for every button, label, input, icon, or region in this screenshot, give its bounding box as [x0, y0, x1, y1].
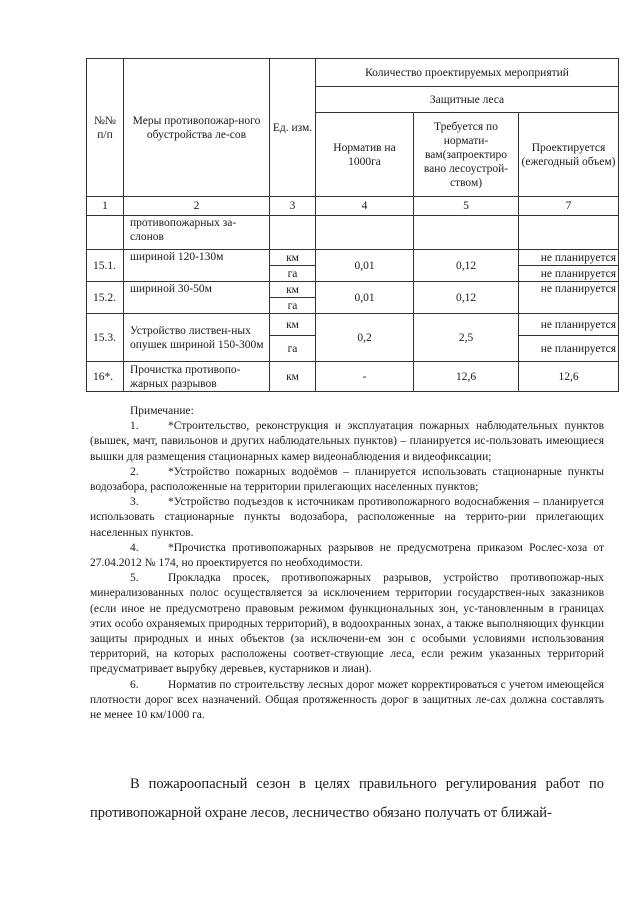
- row-projected: не планируется: [519, 266, 619, 282]
- note-item: [90, 571, 604, 677]
- header-required: Требуется по нормати-вам(запроектиро вано лесоустрой-ством): [414, 113, 519, 197]
- row-name: шириной 30-50м: [124, 282, 270, 314]
- row-name: Устройство листвен-ных опушек шириной 150-300м: [124, 314, 270, 362]
- note-number: 6.: [130, 678, 139, 691]
- table-row: [87, 216, 619, 250]
- row-num: 16*.: [87, 362, 124, 392]
- row-projected: не планируется: [519, 250, 619, 266]
- row-norm: 0,2: [316, 314, 414, 362]
- table-row: [87, 250, 619, 266]
- col-num-4: 4: [316, 197, 414, 216]
- note-item: [90, 678, 604, 724]
- note-number: 1.: [130, 420, 139, 433]
- row-required: 12,6: [414, 362, 519, 392]
- row-required: 0,12: [414, 250, 519, 282]
- row-name: противопожарных за-слонов: [124, 216, 270, 250]
- row-unit: км: [270, 250, 316, 266]
- note-text: Норматив по строительству лесных дорог может корректироваться с учетом имеющейся плотности дорог всех назначений. Общая протяженность дорог в защитных ле-сах должна составлять не менее 10 км/1000 га.: [90, 678, 604, 722]
- note-number: 3.: [130, 496, 139, 509]
- row-unit: км: [270, 362, 316, 392]
- row-projected: не планируется: [519, 336, 619, 362]
- note-text: *Устройство подъездов к источникам противопожарного водоснабжения – планируется использовать стационарные пункты водозабора, расположенные на террито-рии прилегающих населенных пунктов.: [90, 496, 604, 539]
- row-projected: не планируется: [519, 314, 619, 336]
- table-row: [87, 282, 619, 298]
- note-text: *Устройство пожарных водоёмов – планируется использовать стационарные пункты водозабора, расположенные на территории прилегающих населенных пунктов;: [90, 465, 604, 494]
- fire-measures-table: [86, 58, 619, 392]
- row-unit: га: [270, 298, 316, 314]
- row-unit: км: [270, 314, 316, 336]
- row-name: шириной 120-130м: [124, 250, 270, 282]
- row-norm: -: [316, 362, 414, 392]
- column-number-row: [87, 197, 619, 216]
- row-num: 15.2.: [87, 282, 124, 314]
- table-row: [87, 362, 619, 392]
- closing-paragraph: [90, 770, 604, 828]
- table-row: [87, 314, 619, 336]
- header-num: №№ п/п: [87, 59, 124, 197]
- row-unit: га: [270, 266, 316, 282]
- header-norm: Норматив на 1000га: [316, 113, 414, 197]
- note-text: *Строительство, реконструкция и эксплуатация пожарных наблюдательных пунктов (вышек, мачт, павильонов и других наблюдательных пунктов) – планируется ис-пользовать имеющиеся вышки для размещения стационарных камер видеонаблюдения и видеофиксации;: [90, 420, 604, 463]
- col-num-5: 5: [414, 197, 519, 216]
- row-norm: 0,01: [316, 282, 414, 314]
- header-quantity: Количество проектируемых мероприятий: [316, 59, 619, 87]
- header-protective-forest: Защитные леса: [316, 87, 619, 113]
- col-num-2: 2: [124, 197, 270, 216]
- row-required: 2,5: [414, 314, 519, 362]
- note-item: [90, 541, 604, 571]
- col-num-1: 1: [87, 197, 124, 216]
- row-num: 15.1.: [87, 250, 124, 282]
- header-unit: Ед. изм.: [270, 59, 316, 197]
- header-measures: Меры противопожар-ного обустройства ле-сов: [124, 59, 270, 197]
- note-number: 4.: [130, 541, 139, 554]
- note-text: *Прочистка противопожарных разрывов не предусмотрена приказом Рослес-хоза от 27.04.2012 № 174, но проектируется по необходимости.: [90, 541, 604, 570]
- header-projected: Проектируется (ежегодный объем): [519, 113, 619, 197]
- note-item: [90, 495, 604, 541]
- note-item: [90, 465, 604, 495]
- note-item: [90, 419, 604, 465]
- notes-block: [90, 404, 604, 723]
- row-projected: 12,6: [519, 362, 619, 392]
- row-unit: га: [270, 336, 316, 362]
- row-projected: не планируется: [519, 282, 619, 314]
- closing-text: В пожароопасный сезон в целях правильного регулирования работ по противопожарной охране лесов, лесничество обязано получать от ближай-: [90, 776, 604, 821]
- row-required: 0,12: [414, 282, 519, 314]
- row-name: Прочистка противопо-жарных разрывов: [124, 362, 270, 392]
- notes-title: Примечание:: [130, 405, 194, 417]
- note-text: Прокладка просек, противопожарных разрывов, устройство противопожар-ных минерализованных полос осуществляется за исключением территории государствен-ных заказников (если иное не предусмотрено правовым режимом функциональных зон, ус-тановленным в границах этих особо охраняемых природных территорий), в водоохранных зонах, а также выполняющих функции защиты природных и иных объектов (за исключени-ем зон с особыми условиями использования территорий, на которых расположены соответ-ствующие леса, если режим указанных территорий предусматривает вырубку деревьев, кустарников и лиан).: [90, 572, 604, 676]
- col-num-7: 7: [519, 197, 619, 216]
- row-unit: км: [270, 282, 316, 298]
- row-norm: 0,01: [316, 250, 414, 282]
- row-num: 15.3.: [87, 314, 124, 362]
- note-number: 5.: [130, 572, 139, 585]
- note-number: 2.: [130, 465, 139, 478]
- col-num-3: 3: [270, 197, 316, 216]
